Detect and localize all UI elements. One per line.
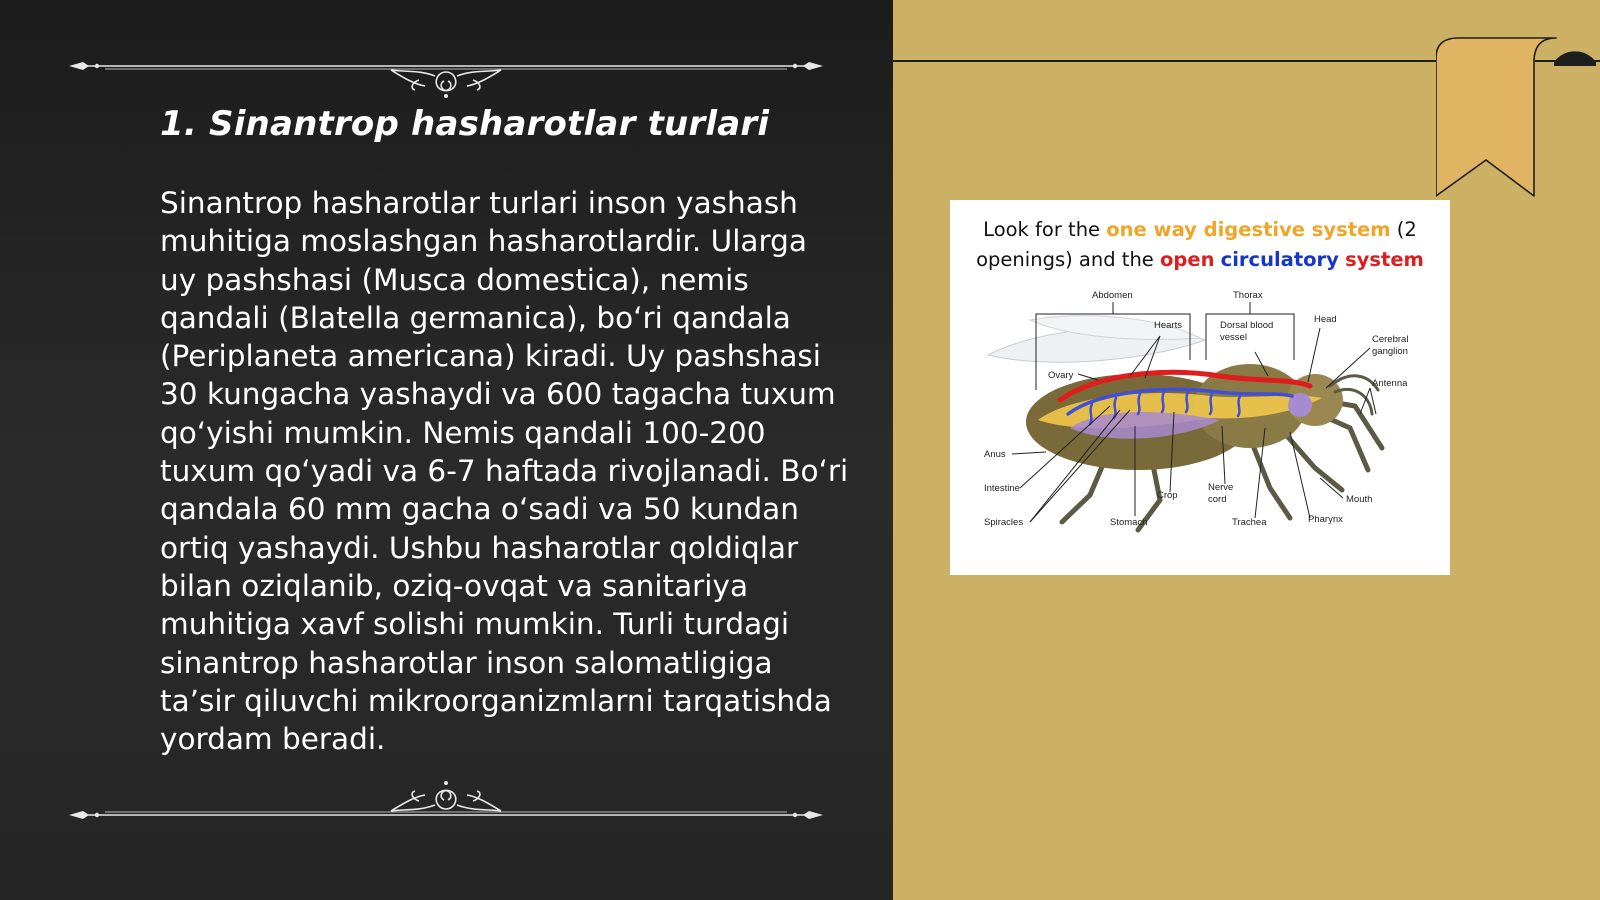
label-crop: Crop <box>1157 490 1178 501</box>
label-antenna: Antenna <box>1372 378 1408 389</box>
bottom-ornament-divider <box>65 775 827 825</box>
label-intestine: Intestine <box>984 483 1020 494</box>
label-spiracles: Spiracles <box>984 517 1024 528</box>
label-nerve: Nerve <box>1208 482 1234 493</box>
caption-text-1: Look for the <box>983 218 1107 241</box>
bookmark-ribbon-icon <box>1436 36 1596 206</box>
caption-circulatory-highlight: circulatory <box>1220 248 1339 271</box>
caption-system-highlight: system <box>1345 248 1424 271</box>
caption-text-2: (2 openings) and the <box>976 218 1417 271</box>
label-cerebral: Cerebral <box>1372 334 1409 345</box>
slide-title: 1. Sinantrop hasharotlar turlari <box>160 104 770 144</box>
label-thorax: Thorax <box>1233 290 1263 301</box>
insect-anatomy-figure <box>950 200 1450 575</box>
label-ganglion: ganglion <box>1372 346 1408 357</box>
label-abdomen: Abdomen <box>1092 290 1133 301</box>
label-ovary: Ovary <box>1048 370 1074 381</box>
label-mouth: Mouth <box>1346 494 1373 505</box>
insect-anatomy-diagram <box>950 200 1450 575</box>
slide-body-text: Sinantrop hasharotlar turlari inson yashash muhitiga moslashgan hasharotlardir. Ularga uy pashshasi (Musca domestica), nemis qandali (Blatella germanica), bo‘ri qandala (Periplaneta americana) kiradi. Uy pashshasi 30 kungacha yashaydi va 600 tagacha tuxum qo‘yishi mumkin. Nemis qandali 100-200 tuxum qo‘yadi va 6-7 haftada rivojlanadi. Bo‘ri qandala 60 mm gacha o‘sadi va 50 kundan ortiq yashaydi. Ushbu hasharotlar qoldiqlar bilan oziqlanib, oziq-ovqat va sanitariya muhitiga xavf solishi mumkin. Turli turdagi sinantrop hasharotlar inson salomatligiga ta’sir qiluvchi mikroorganizmlarni tarqatishda yordam beradi. <box>160 186 849 757</box>
label-head: Head <box>1314 314 1337 325</box>
label-cord: cord <box>1208 494 1227 505</box>
label-anus: Anus <box>984 449 1006 460</box>
label-stomach: Stomach <box>1110 517 1148 528</box>
label-trachea: Trachea <box>1232 517 1267 528</box>
label-pharynx: Pharynx <box>1308 514 1343 525</box>
caption-open-highlight: open <box>1160 248 1215 271</box>
label-hearts: Hearts <box>1154 320 1182 331</box>
label-vessel: vessel <box>1220 332 1247 343</box>
top-ornament-divider <box>65 50 827 100</box>
label-dorsal-blood: Dorsal blood <box>1220 320 1274 331</box>
caption-digestive-highlight: one way digestive system <box>1106 218 1391 241</box>
